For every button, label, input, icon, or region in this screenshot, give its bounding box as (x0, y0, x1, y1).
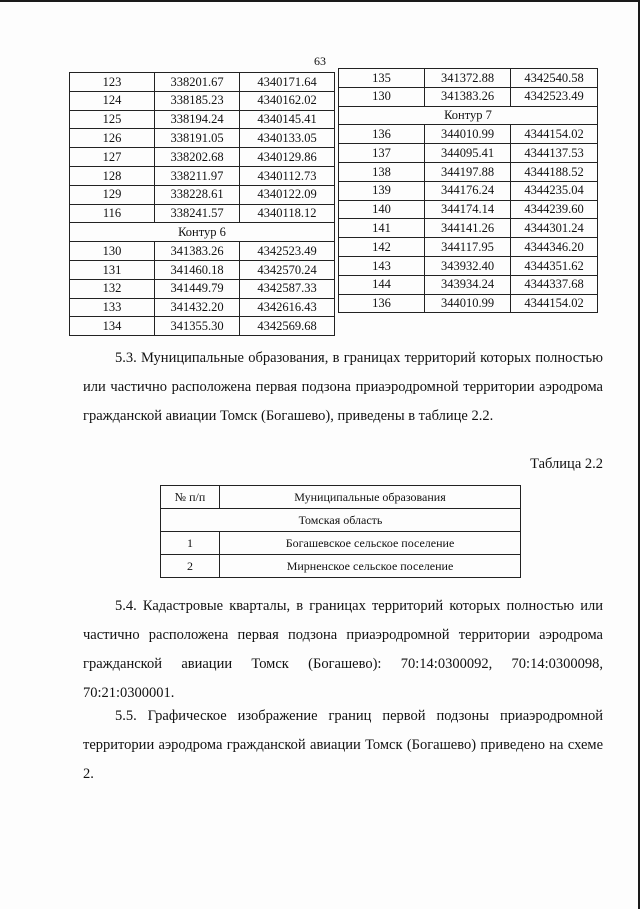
point-number-cell: 127 (70, 148, 155, 167)
point-number-cell: 135 (339, 69, 425, 88)
row-number-cell: 1 (161, 532, 220, 555)
page-number: 63 (314, 54, 326, 68)
point-number-cell: 116 (70, 204, 155, 223)
y-coordinate-cell: 4340162.02 (240, 91, 335, 110)
y-coordinate-cell: 4344137.53 (511, 144, 598, 163)
y-coordinate-cell: 4344154.02 (511, 125, 598, 144)
table-row (339, 256, 598, 275)
point-number-cell: 130 (339, 87, 425, 106)
contour-section-row (70, 223, 335, 242)
y-coordinate-cell: 4340112.73 (240, 166, 335, 185)
point-number-cell: 142 (339, 238, 425, 257)
table-row (339, 87, 598, 106)
y-coordinate-cell: 4340122.09 (240, 185, 335, 204)
paragraph-5-5: 5.5. Графическое изображение границ первой подзоны приаэродромной территории аэродрома гражданской авиации Томск (Богашево) приведено на схеме 2. (83, 708, 603, 782)
y-coordinate-cell: 4344239.60 (511, 200, 598, 219)
point-number-cell: 141 (339, 219, 425, 238)
x-coordinate-cell: 341355.30 (155, 317, 240, 336)
y-coordinate-cell: 4342616.43 (240, 298, 335, 317)
x-coordinate-cell: 344095.41 (425, 144, 511, 163)
table-row (70, 148, 335, 167)
table-row (339, 219, 598, 238)
header-cell-name: Муниципальные образования (220, 486, 521, 509)
point-number-cell: 126 (70, 129, 155, 148)
point-number-cell: 131 (70, 260, 155, 279)
y-coordinate-cell: 4340171.64 (240, 73, 335, 92)
point-number-cell: 133 (70, 298, 155, 317)
x-coordinate-cell: 341372.88 (425, 69, 511, 88)
table-row (339, 294, 598, 313)
x-coordinate-cell: 338194.24 (155, 110, 240, 129)
y-coordinate-cell: 4342587.33 (240, 279, 335, 298)
point-number-cell: 143 (339, 256, 425, 275)
y-coordinate-cell: 4344351.62 (511, 256, 598, 275)
point-number-cell: 138 (339, 162, 425, 181)
x-coordinate-cell: 341432.20 (155, 298, 240, 317)
header-cell-number: № п/п (161, 486, 220, 509)
y-coordinate-cell: 4340145.41 (240, 110, 335, 129)
y-coordinate-cell: 4340129.86 (240, 148, 335, 167)
contour-label: Контур 6 (70, 223, 335, 242)
x-coordinate-cell: 343934.24 (425, 275, 511, 294)
point-number-cell: 128 (70, 166, 155, 185)
table-row (70, 298, 335, 317)
y-coordinate-cell: 4344301.24 (511, 219, 598, 238)
y-coordinate-cell: 4340118.12 (240, 204, 335, 223)
point-number-cell: 130 (70, 242, 155, 261)
y-coordinate-cell: 4342569.68 (240, 317, 335, 336)
point-number-cell: 129 (70, 185, 155, 204)
x-coordinate-cell: 341383.26 (425, 87, 511, 106)
x-coordinate-cell: 338202.68 (155, 148, 240, 167)
point-number-cell: 140 (339, 200, 425, 219)
table-row (70, 185, 335, 204)
y-coordinate-cell: 4344337.68 (511, 275, 598, 294)
x-coordinate-cell: 341383.26 (155, 242, 240, 261)
table-row (70, 204, 335, 223)
x-coordinate-cell: 344197.88 (425, 162, 511, 181)
table-caption: Таблица 2.2 (530, 456, 603, 472)
y-coordinate-cell: 4340133.05 (240, 129, 335, 148)
point-number-cell: 144 (339, 275, 425, 294)
paragraph-5-4: 5.4. Кадастровые кварталы, в границах территорий которых полностью или частично расположена первая подзона приаэродромной территории аэродрома гражданской авиации Томск (Богашево): 70:14:0300092, 70:14:0300098, 70:21:0300001. (83, 598, 603, 701)
x-coordinate-cell: 341449.79 (155, 279, 240, 298)
x-coordinate-cell: 344010.99 (425, 294, 511, 313)
x-coordinate-cell: 344141.26 (425, 219, 511, 238)
x-coordinate-cell: 344117.95 (425, 238, 511, 257)
y-coordinate-cell: 4344188.52 (511, 162, 598, 181)
point-number-cell: 134 (70, 317, 155, 336)
table-row (70, 317, 335, 336)
x-coordinate-cell: 338211.97 (155, 166, 240, 185)
x-coordinate-cell: 341460.18 (155, 260, 240, 279)
row-number-cell: 2 (161, 555, 220, 578)
table-row (161, 532, 521, 555)
table-row (339, 181, 598, 200)
region-cell: Томская область (161, 509, 521, 532)
y-coordinate-cell: 4344346.20 (511, 238, 598, 257)
table-row (339, 200, 598, 219)
table-row (70, 279, 335, 298)
table-row (70, 260, 335, 279)
coordinates-table-right (338, 68, 598, 313)
contour-label: Контур 7 (339, 106, 598, 125)
table-row (339, 125, 598, 144)
point-number-cell: 137 (339, 144, 425, 163)
x-coordinate-cell: 338191.05 (155, 129, 240, 148)
x-coordinate-cell: 338185.23 (155, 91, 240, 110)
table-row (70, 166, 335, 185)
y-coordinate-cell: 4344235.04 (511, 181, 598, 200)
municipalities-table (160, 485, 521, 578)
point-number-cell: 123 (70, 73, 155, 92)
table-row (70, 129, 335, 148)
table-row (339, 275, 598, 294)
point-number-cell: 132 (70, 279, 155, 298)
y-coordinate-cell: 4342570.24 (240, 260, 335, 279)
table-row (70, 242, 335, 261)
point-number-cell: 124 (70, 91, 155, 110)
y-coordinate-cell: 4342523.49 (240, 242, 335, 261)
point-number-cell: 139 (339, 181, 425, 200)
y-coordinate-cell: 4344154.02 (511, 294, 598, 313)
point-number-cell: 125 (70, 110, 155, 129)
table-row (339, 69, 598, 88)
table-header-row (161, 486, 521, 509)
y-coordinate-cell: 4342540.58 (511, 69, 598, 88)
x-coordinate-cell: 338201.67 (155, 73, 240, 92)
x-coordinate-cell: 344010.99 (425, 125, 511, 144)
table-row (161, 555, 521, 578)
contour-section-row (339, 106, 598, 125)
y-coordinate-cell: 4342523.49 (511, 87, 598, 106)
x-coordinate-cell: 343932.40 (425, 256, 511, 275)
table-row (70, 73, 335, 92)
x-coordinate-cell: 338241.57 (155, 204, 240, 223)
table-row (70, 110, 335, 129)
coordinates-table-left (69, 72, 335, 336)
paragraph-5-3: 5.3. Муниципальные образования, в границах территорий которых полностью или частично расположена первая подзона приаэродромной территории аэродрома гражданской авиации Томск (Богашево), приведены в таблице 2.2. (83, 350, 603, 424)
table-row (70, 91, 335, 110)
municipality-name-cell: Мирненское сельское поселение (220, 555, 521, 578)
table-region-row (161, 509, 521, 532)
x-coordinate-cell: 344174.14 (425, 200, 511, 219)
table-row (339, 162, 598, 181)
table-row (339, 238, 598, 257)
point-number-cell: 136 (339, 294, 425, 313)
point-number-cell: 136 (339, 125, 425, 144)
x-coordinate-cell: 338228.61 (155, 185, 240, 204)
table-row (339, 144, 598, 163)
municipality-name-cell: Богашевское сельское поселение (220, 532, 521, 555)
x-coordinate-cell: 344176.24 (425, 181, 511, 200)
